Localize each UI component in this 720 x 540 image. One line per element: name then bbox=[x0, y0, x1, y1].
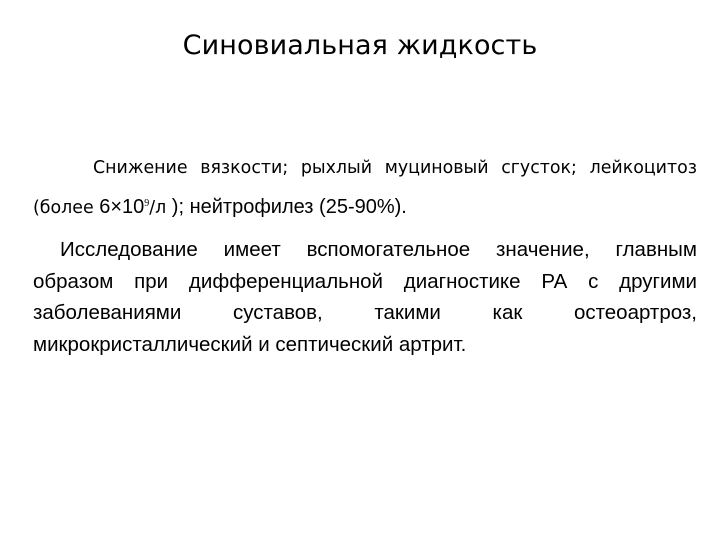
findings-text-end: ); нейтрофилез (25-90%). bbox=[166, 196, 407, 218]
leukocyte-count-unit: /л bbox=[149, 198, 167, 218]
findings-text-start: Снижение вязкости; рыхлый муциновый сгусток; лейкоцитоз (более bbox=[33, 158, 697, 218]
leukocyte-count-exponent: 9 bbox=[144, 198, 150, 209]
slide-body bbox=[33, 149, 697, 360]
paragraph-significance: Исследование имеет вспомогательное значение, главным образом при дифференциальной диагностике РА с другими заболеваниями суставов, такими как остеоартроз, микрокристаллический и септический артрит. bbox=[33, 238, 697, 356]
slide-title: Синовиальная жидкость bbox=[182, 30, 538, 61]
paragraph-findings bbox=[33, 149, 697, 228]
leukocyte-count-value: 6×10 bbox=[99, 196, 145, 218]
